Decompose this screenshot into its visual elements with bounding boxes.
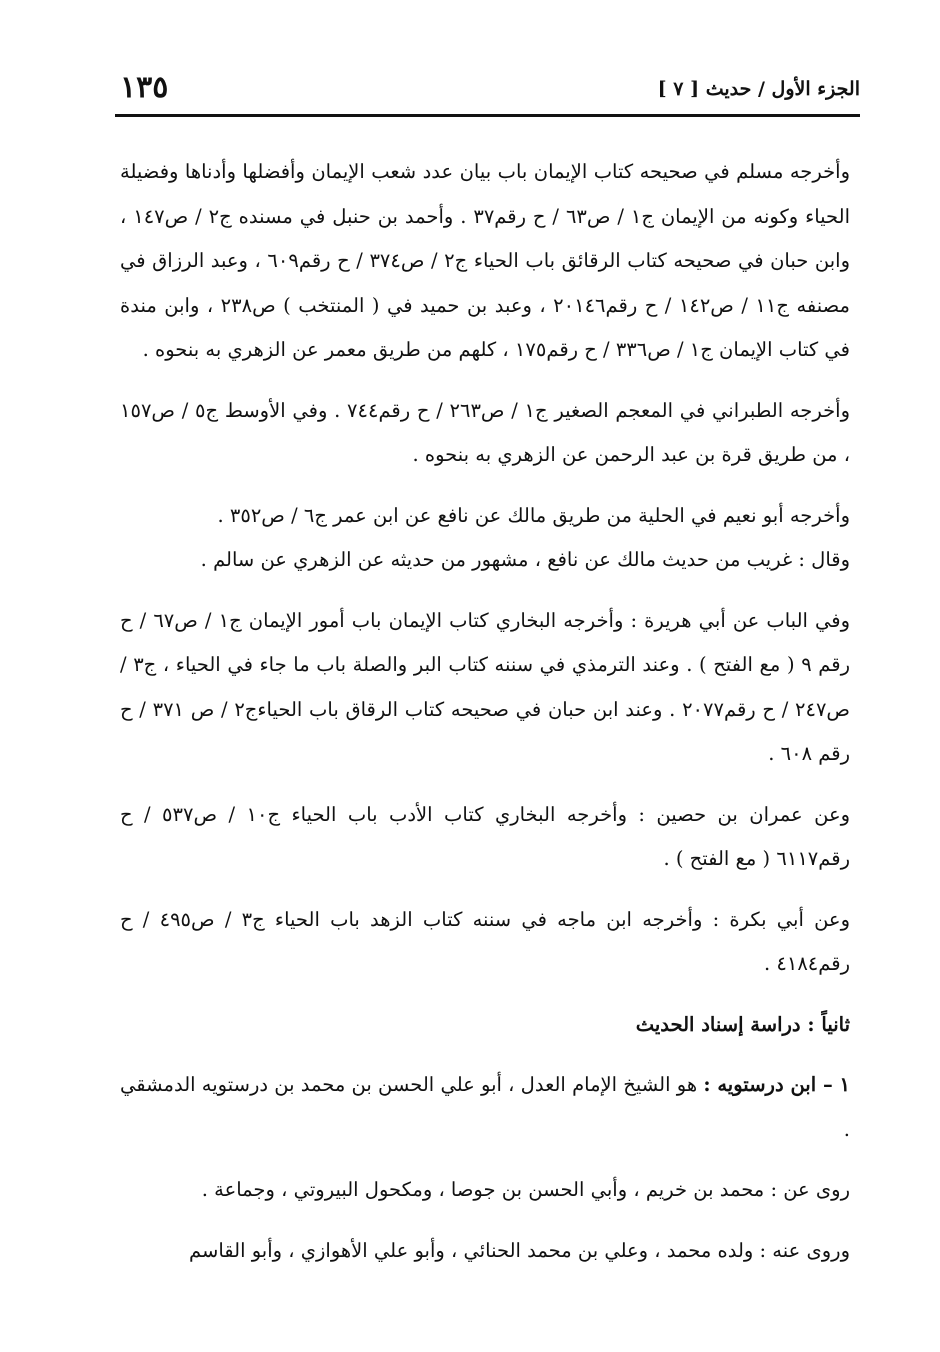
section-heading: ثانياً : دراسة إسناد الحديث <box>635 1012 850 1036</box>
paragraph-tabarani: وأخرجه الطبراني في المعجم الصغير ج١ / ص٢٦٣ / ح رقم٧٤٤ . وفي الأوسط ج٥ / ص١٥٧ ، من طريق قرة بن عبد الرحمن عن الزهري به بنحوه . <box>120 398 850 466</box>
paragraph-ibn-durustawayh <box>120 1063 850 1152</box>
paragraph-abu-nuaym: وأخرجه أبو نعيم في الحلية من طريق مالك عن نافع عن ابن عمر ج٦ / ص٣٥٢ . <box>217 503 850 527</box>
header-rule <box>115 114 860 117</box>
narrator-description: هو الشيخ الإمام العدل ، أبو علي الحسن بن محمد بن درستويه الدمشقي . <box>120 1073 850 1141</box>
page-header <box>110 70 860 114</box>
paragraph-imran: وعن عمران بن حصين : وأخرجه البخاري كتاب الأدب باب الحياء ج١٠ / ص٥٣٧ / ح رقم٦١١٧ ( مع الفتح ) . <box>120 802 851 870</box>
paragraph-abu-hurayra: وفي الباب عن أبي هريرة : وأخرجه البخاري كتاب الإيمان باب أمور الإيمان ج١ / ص٦٧ / ح رقم ٩ ( مع الفتح ) . وعند الترمذي في سننه كتاب البر والصلة باب ما جاء في الحياء ، ج٣ / ص٢٤٧ / ح رقم٢٠٧٧ . وعند ابن حبان في صحيحه كتاب الرقاق باب الحياءج٢ / ص ٣٧١ / ح رقم ٦٠٨ . <box>120 608 850 765</box>
narrator-name: ١ – ابن درستويه : <box>703 1073 851 1096</box>
paragraph-muslim: وأخرجه مسلم في صحيحه كتاب الإيمان باب بيان عدد شعب الإيمان وأفضلها وأدناها وفضيلة الحياء وكونه من الإيمان ج١ / ص٦٣ / ح رقم٣٧ . وأحمد بن حنبل في مسنده ج٢ / ص١٤٧ ، وابن حبان في صحيحه كتاب الرقائق باب الحياء ج٢ / ص٣٧٤ / ح رقم٦٠٩ ، وعبد الرزاق في مصنفه ج١١ / ص١٤٢ / ح رقم٢٠١٤٦ ، وعبد بن حميد في ( المنتخب ) ص٢٣٨ ، وابن مندة في كتاب الإيمان ج١ / ص٣٣٦ / ح رقم١٧٥ ، كلهم من طريق معمر عن الزهري به بنحوه . <box>120 160 851 361</box>
page-number: ١٣٥ <box>120 70 169 105</box>
paragraph-narrated-from: روى عن : محمد بن خريم ، وأبي الحسن بن جوصا ، ومكحول البيروتي ، وجماعة . <box>201 1178 850 1201</box>
paragraph-abu-nuaym-comment: وقال : غريب من حديث مالك عن نافع ، مشهور من حديثه عن الزهري عن سالم . <box>200 548 850 571</box>
running-title: الجزء الأول / حديث [ ٧ ] <box>657 78 860 100</box>
paragraph-narrated-by: وروى عنه : ولده محمد ، وعلي بن محمد الحنائي ، وأبو علي الأهوازي ، وأبو القاسم <box>189 1238 850 1262</box>
page-body <box>120 150 850 1289</box>
paragraph-abu-bakra: وعن أبي بكرة : وأخرجه ابن ماجه في سننه كتاب الزهد باب الحياء ج٣ / ص٤٩٥ / ح رقم٤١٨٤ . <box>120 907 850 975</box>
